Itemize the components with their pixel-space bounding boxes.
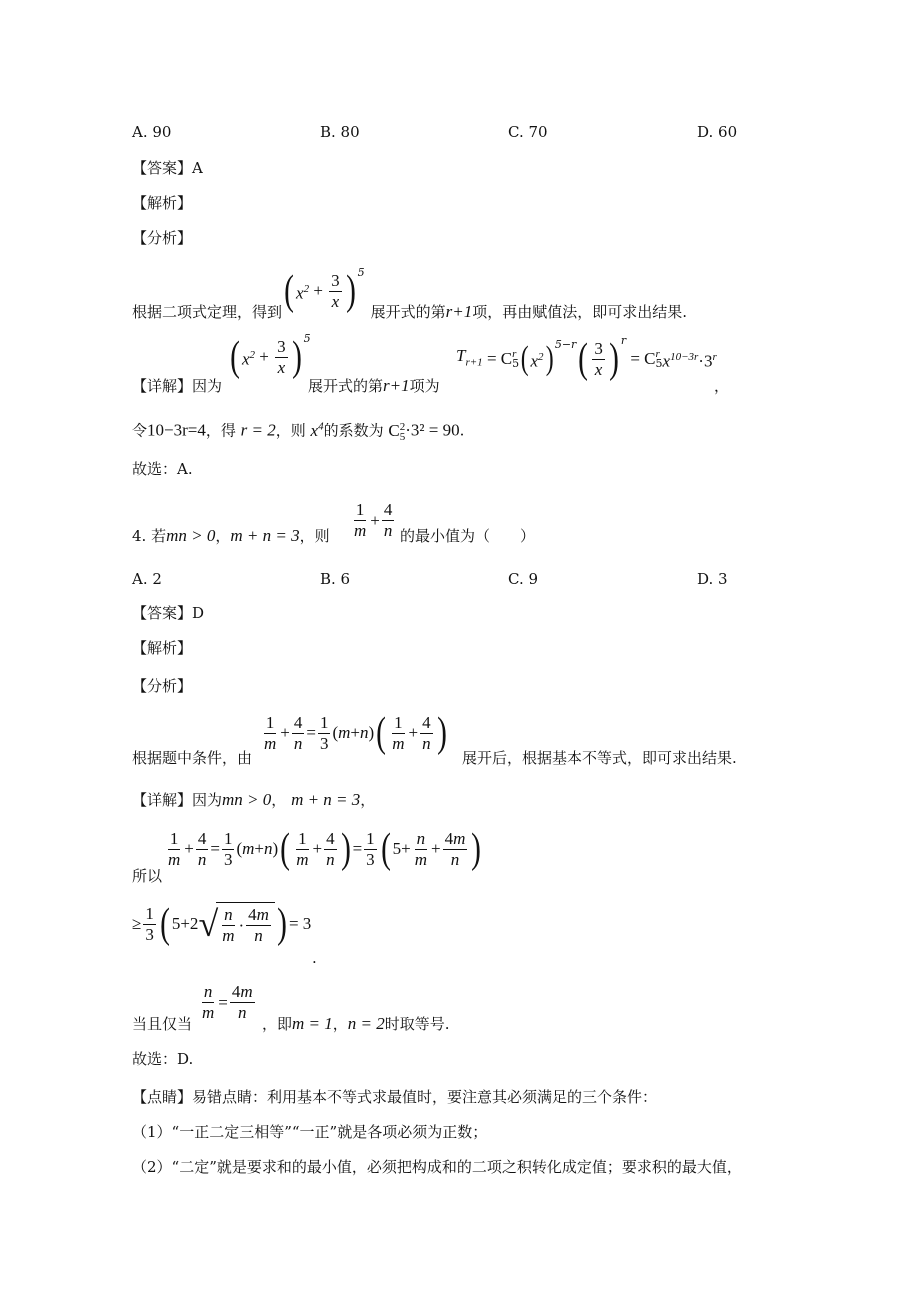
q4-fenxi-post: 展开后，根据基本不等式，即可求出结果. [462, 749, 737, 767]
q3-option-c: C. 70 [508, 123, 548, 141]
q4-stem: 4. 若mn > 0，m + n = 3，则 $\frac{1}{m}$ + $\frac{4}{n}$ 的最小值为（ ） [132, 500, 536, 545]
q4-n-eq: n = 2 [347, 1014, 385, 1033]
q4-iff-end: 时取等号. [384, 1015, 450, 1033]
q4-option-d: D. 3 [697, 570, 728, 588]
q4-stem-then: ，则 [299, 527, 330, 545]
q4-fenxi-pre: 根据题中条件，由 [132, 749, 253, 767]
q4-fenxi-label: 【分析】 [132, 677, 193, 695]
q4-detail-pre: 【详解】因为 [132, 791, 223, 809]
q3-coef-text: 的系数为 [323, 421, 384, 440]
q3-fenxi-term: r+1 [445, 302, 473, 321]
q3-fenxi-post: 展开式的第 [370, 303, 446, 321]
q4-tip-1: （1）“一正二定三相等”“一正”就是各项必须为正数； [132, 1123, 488, 1141]
q4-iff-line: 当且仅当 $\frac{n}{m}$ = $\frac{4m}{n}$ ，即m = 1，n = 2时取等号. [132, 982, 450, 1033]
q4-option-c: C. 9 [508, 570, 539, 588]
q4-detail-cond: mn > 0 [222, 790, 272, 809]
q4-option-b: B. 6 [320, 570, 351, 588]
q4-tip: 【点睛】易错点睛：利用基本不等式求最值时，要注意其必须满足的三个条件： [132, 1088, 658, 1106]
q3-let-line: 令10−3r=4，得 r = 2，则 $x^4$的系数为 C 2 5 ·3² = 90. [132, 420, 465, 443]
q3-get-text: ，得 [205, 421, 236, 440]
q4-target-expr: $\frac{1}{m}$ + $\frac{4}{n}$ [354, 500, 393, 540]
q3-binomial-expr: ( $x^2$ + $\frac{3}{x}$ ) $^5$ [284, 266, 365, 314]
q4-m-eq: m = 1 [292, 1014, 333, 1033]
q3-option-b: B. 80 [320, 123, 360, 141]
q3-fenxi-end: 项，再由赋值法，即可求出结果. [472, 303, 688, 321]
q4-so-expr: $\frac{1}{m}$ + $\frac{4}{n}$ = $\frac{1}{3}$ ( m + n ) ( $\frac{1}{m}$ + $\frac{4}{n}$ ) = $\frac{1}{3}$ ( 5+ $\frac{n}{m}$ + $\frac{4m}{n}$ ) [168, 826, 482, 872]
q3-x4: $x^4$ [310, 420, 324, 440]
q3-detail-mid2: 项为 [409, 377, 440, 395]
q4-option-a: A. 2 [132, 570, 162, 588]
q4-answer: 【答案】D [132, 604, 205, 622]
q3-then-text: ，则 [275, 421, 306, 440]
q3-answer: 【答案】A [132, 159, 203, 177]
q4-fenxi-text [132, 712, 832, 768]
q4-ge-line: ≥ $\frac{1}{3}$ ( 5+2 √ $\frac{n}{m}$ · $\frac{4m}{n}$ ) = 3 . [132, 901, 317, 967]
q3-detail-term: r+1 [383, 376, 410, 395]
q4-fenxi-expr: $\frac{1}{m}$ + $\frac{4}{n}$ = $\frac{1}{3}$ ( m + n ) ( $\frac{1}{m}$ + $\frac{4}{n}$ ) [264, 710, 447, 756]
q3-choose: 故选：A. [132, 460, 193, 478]
q3-fenxi-pre: 根据二项式定理，得到 [132, 303, 283, 321]
q4-stem-pre: 4. 若 [132, 527, 167, 545]
q3-let-eq: 10−3r=4 [147, 420, 206, 440]
q4-cond2: m + n = 3 [230, 526, 300, 545]
q3-general-term: $T_{r+1}$ = C r 5 ( $x^2$ ) $^{5-r}$ ( $\frac{3}{x}$ ) $^r$ = C r 5 $x^{10-3r}$ $\cdot 3^r$ ， [456, 334, 730, 395]
q3-option-a: A. 90 [132, 123, 172, 141]
q4-ge-expr: ≥ $\frac{1}{3}$ ( 5+2 √ $\frac{n}{m}$ · $\frac{4m}{n}$ ) = 3 [132, 901, 312, 947]
q4-ge-symbol: ≥ [132, 914, 142, 933]
q4-iff-text: 当且仅当 [132, 1015, 193, 1033]
q4-choose: 故选：D. [132, 1050, 194, 1068]
q4-iff-expr: $\frac{n}{m}$ = $\frac{4m}{n}$ [202, 982, 253, 1022]
q4-jiexi-label: 【解析】 [132, 639, 193, 657]
q4-iff-mid: ，即 [262, 1015, 293, 1033]
q4-so-line [132, 826, 732, 886]
q3-detail-binomial: ( $x^2$ + $\frac{3}{x}$ ) $^5$ [230, 332, 311, 380]
q4-stem-post: 的最小值为（ ） [400, 527, 536, 545]
q4-eq3: = 3 [288, 914, 312, 933]
q4-tip-2: （2）“二定”就是要求和的最小值，必须把构成和的二项之积转化成定值；要求积的最大值， [132, 1158, 742, 1176]
q3-detail-mid: 展开式的第 [308, 377, 384, 395]
q3-let-text: 令 [132, 421, 148, 440]
q3-fenxi-text [132, 266, 687, 326]
q4-detail-cond2: m + n = 3 [291, 790, 361, 809]
q3-coef-c: C 2 5 [388, 420, 406, 443]
q3-coef-eq: ·3² = 90 [405, 420, 460, 440]
q4-so-text: 所以 [132, 867, 163, 885]
q3-option-d: D. 60 [697, 123, 738, 141]
q4-detail-line: 【详解】因为mn > 0， m + n = 3， [132, 790, 376, 809]
q4-cond1: mn > 0 [166, 526, 216, 545]
q3-r-eq: r = 2 [240, 420, 276, 440]
q3-fenxi-label: 【分析】 [132, 229, 193, 247]
q3-detail-pre: 【详解】因为 [132, 377, 223, 395]
q3-jiexi-label: 【解析】 [132, 194, 193, 212]
